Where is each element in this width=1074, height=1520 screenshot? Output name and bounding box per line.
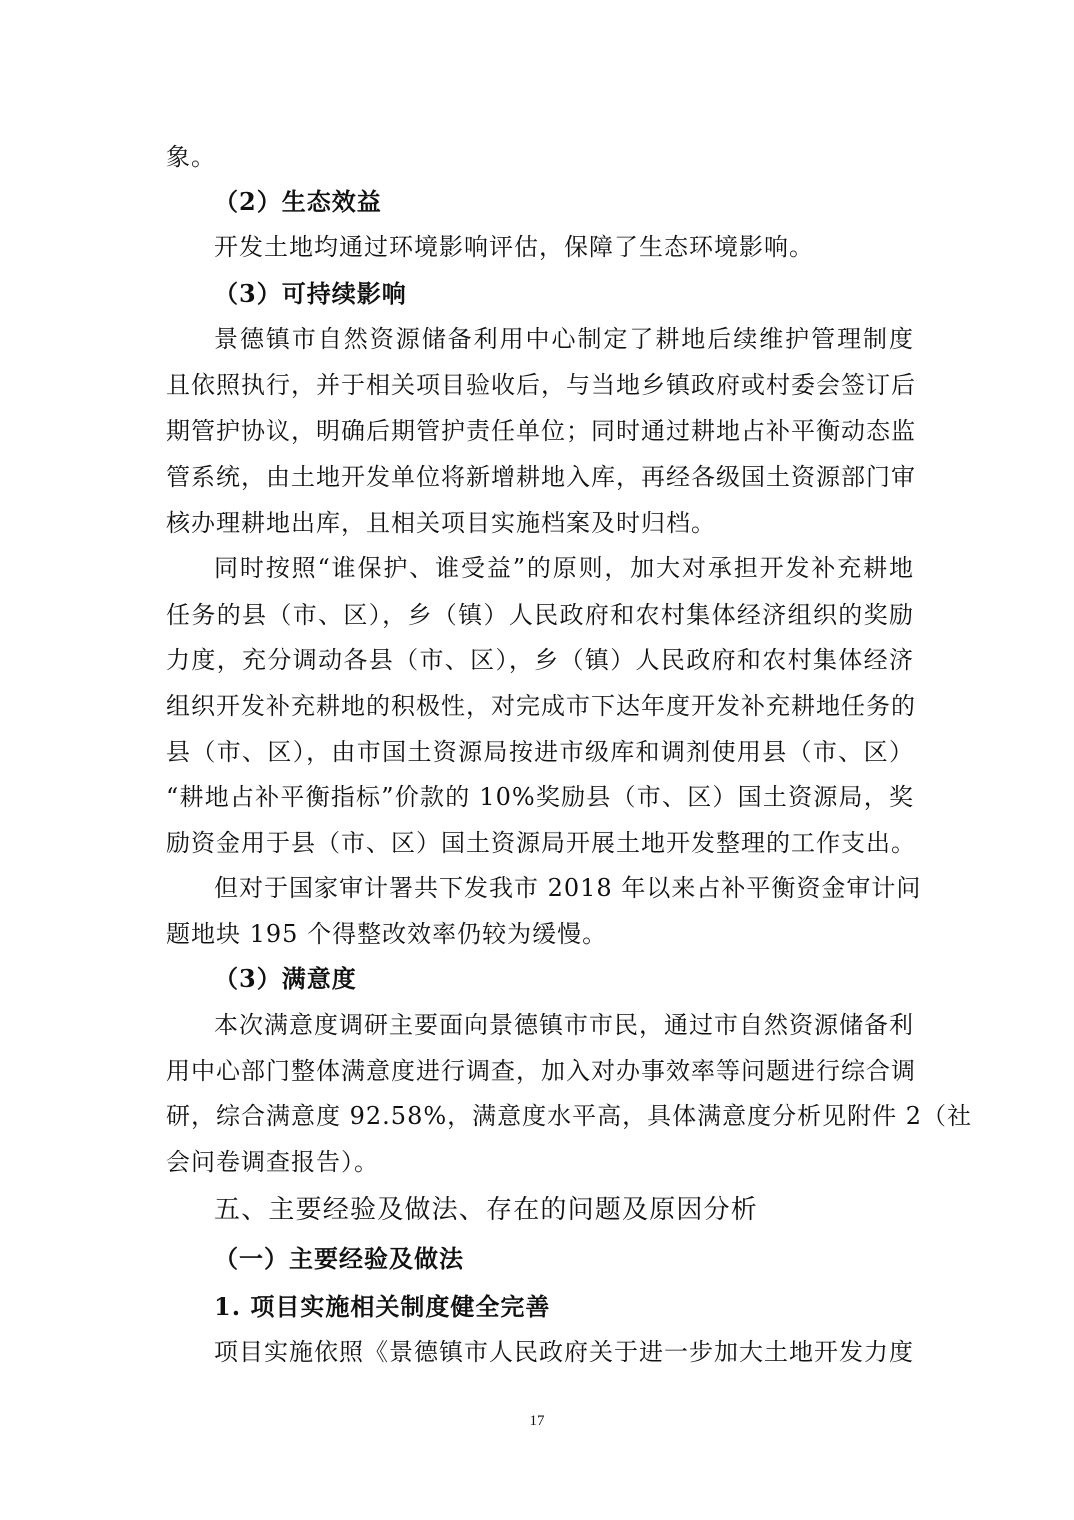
text-line: 励资金用于县（市、区）国土资源局开展土地开发整理的工作支出。 <box>166 829 916 857</box>
text-line: 任务的县（市、区），乡（镇）人民政府和农村集体经济组织的奖励 <box>166 601 914 629</box>
text-line: 管系统，由土地开发单位将新增耕地入库，再经各级国土资源部门审 <box>166 463 916 491</box>
section-heading: （2）生态效益 <box>214 187 382 216</box>
text-line: 象。 <box>166 143 216 171</box>
text-line: 项目实施依照《景德镇市人民政府关于进一步加大土地开发力度 <box>214 1338 914 1366</box>
text-line: 开发土地均通过环境影响评估，保障了生态环境影响。 <box>214 233 814 261</box>
text-line: “耕地占补平衡指标”价款的 10%奖励县（市、区）国土资源局，奖 <box>166 783 914 811</box>
text-line: 题地块 195 个得整改效率仍较为缓慢。 <box>166 920 608 948</box>
text-line: 本次满意度调研主要面向景德镇市市民，通过市自然资源储备利 <box>214 1011 914 1039</box>
text-line: 且依照执行，并于相关项目验收后，与当地乡镇政府或村委会签订后 <box>166 371 916 399</box>
text-line: 县（市、区），由市国土资源局按进市级库和调剂使用县（市、区） <box>166 738 914 766</box>
section-heading: （一）主要经验及做法 <box>214 1244 464 1273</box>
text-line: 用中心部门整体满意度进行调查，加入对办事效率等问题进行综合调 <box>166 1057 916 1085</box>
text-line: 同时按照“谁保护、谁受益”的原则，加大对承担开发补充耕地 <box>214 554 914 582</box>
subsection-heading: 1. 项目实施相关制度健全完善 <box>214 1292 551 1321</box>
text-line: 力度，充分调动各县（市、区），乡（镇）人民政府和农村集体经济 <box>166 646 914 674</box>
text-line: 但对于国家审计署共下发我市 2018 年以来占补平衡资金审计问 <box>214 874 922 902</box>
chapter-heading: 五、主要经验及做法、存在的问题及原因分析 <box>214 1195 759 1225</box>
page-number: 17 <box>529 1413 545 1429</box>
section-heading: （3）满意度 <box>214 964 357 993</box>
text-line: 组织开发补充耕地的积极性，对完成市下达年度开发补充耕地任务的 <box>166 692 916 720</box>
text-line: 景德镇市自然资源储备利用中心制定了耕地后续维护管理制度 <box>214 325 914 353</box>
text-line: 研，综合满意度 92.58%，满意度水平高，具体满意度分析见附件 2（社 <box>166 1102 973 1130</box>
section-heading: （3）可持续影响 <box>214 279 407 308</box>
text-line: 会问卷调查报告）。 <box>166 1148 379 1176</box>
text-line: 核办理耕地出库，且相关项目实施档案及时归档。 <box>166 509 716 537</box>
text-line: 期管护协议，明确后期管护责任单位；同时通过耕地占补平衡动态监 <box>166 417 916 445</box>
